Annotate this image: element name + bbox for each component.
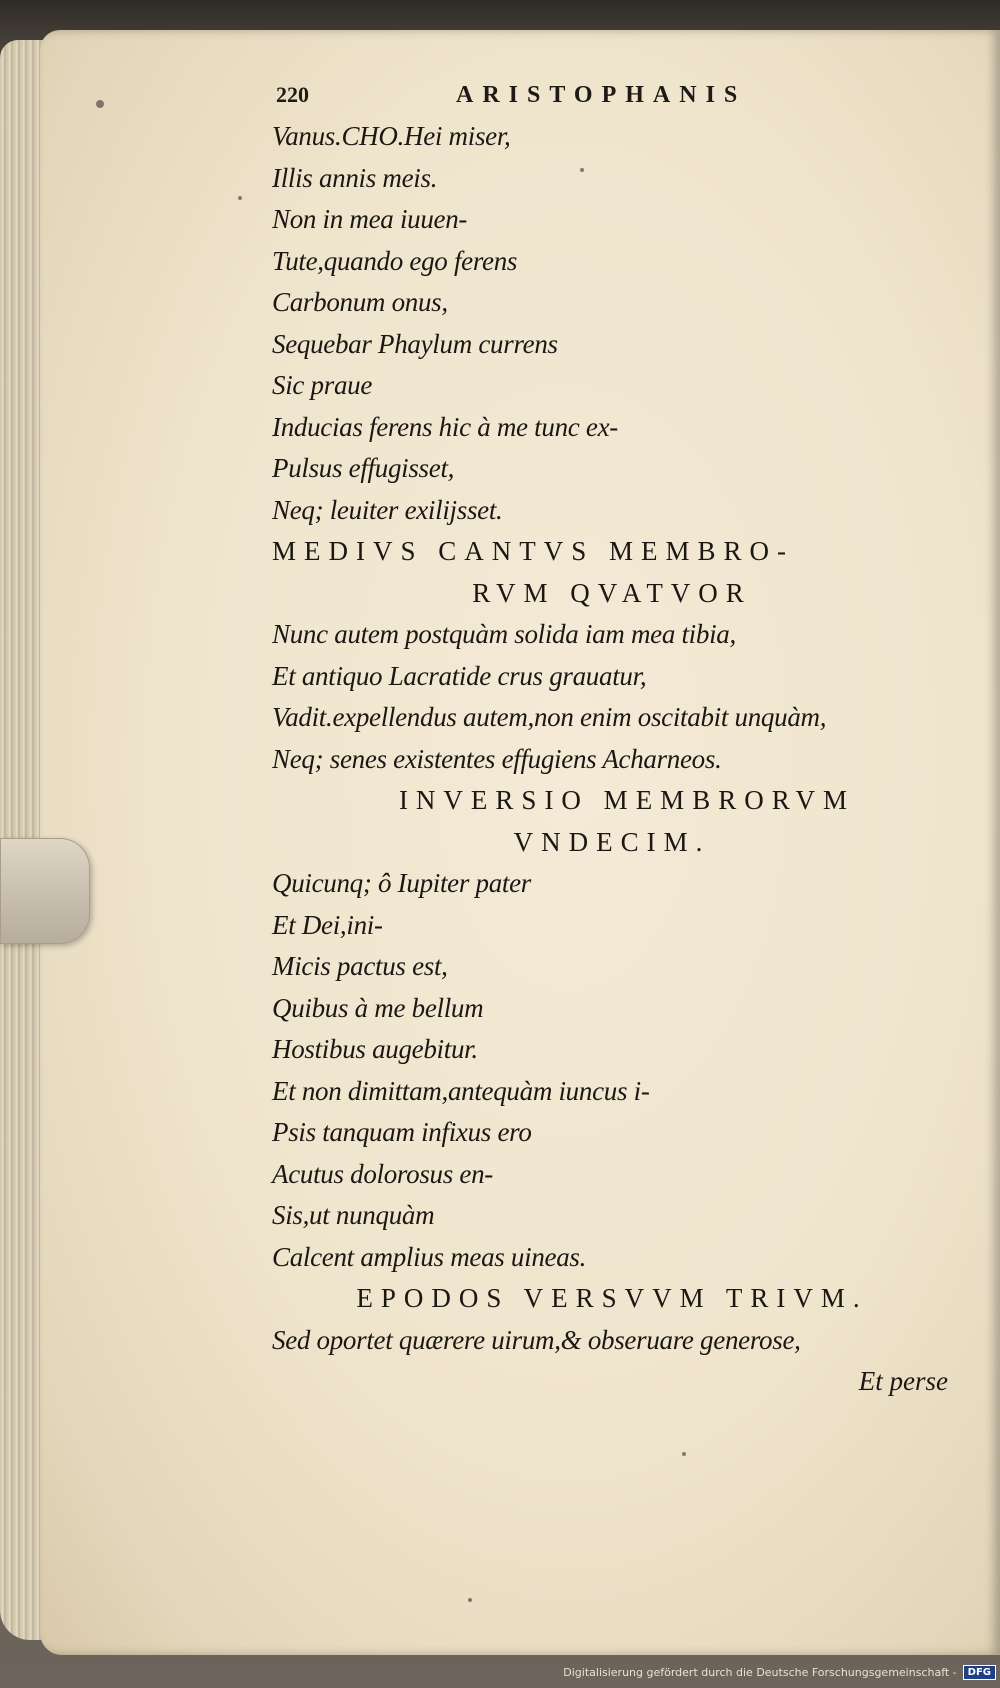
ink-speck bbox=[468, 1598, 472, 1602]
verse-line: Sis,ut nunquàm bbox=[272, 1200, 435, 1230]
verse-line: Quicunq; ô Iupiter pater bbox=[272, 868, 532, 898]
page-number: 220 bbox=[276, 82, 309, 107]
verse-line: Inducias ferens hic à me tunc ex- bbox=[272, 411, 618, 442]
verse-line: Sed oportet quærere uirum,& obseruare generose, bbox=[272, 1324, 801, 1355]
verse-line: Illis annis meis. bbox=[272, 162, 438, 193]
credit-text: Digitalisierung gefördert durch die Deutsche Forschungsgemeinschaft - bbox=[563, 1665, 957, 1679]
verse-line: Et antiquo Lacratide crus grauatur, bbox=[272, 660, 647, 691]
verse-line: Quibus à me bellum bbox=[272, 992, 484, 1023]
section-heading: RVM QVATVOR bbox=[472, 577, 752, 608]
section-heading: EPODOS VERSVVM TRIVM. bbox=[356, 1283, 868, 1313]
running-head bbox=[276, 82, 836, 114]
verse-line: Psis tanquam infixus ero bbox=[272, 1117, 532, 1147]
verse-line: Tute,quando ego ferens bbox=[272, 245, 518, 276]
verse-line: Acutus dolorosus en- bbox=[272, 1158, 493, 1189]
verse-line: Micis pactus est, bbox=[272, 951, 448, 981]
verse-line: Carbonum onus, bbox=[272, 287, 448, 317]
verse-line: Hostibus augebitur. bbox=[272, 1034, 478, 1064]
catchword: Et perse bbox=[858, 1366, 948, 1396]
ink-speck bbox=[238, 196, 242, 200]
section-heading: VNDECIM. bbox=[513, 826, 711, 857]
verse-line: Vadit.expellendus autem,non enim oscitabit unquàm, bbox=[272, 702, 827, 732]
verse-line: Nunc autem postquàm solida iam mea tibia, bbox=[272, 619, 736, 649]
verse-line: Et non dimittam,antequàm iuncus i- bbox=[272, 1075, 650, 1106]
verse-line: Calcent amplius meas uineas. bbox=[272, 1241, 587, 1272]
section-heading: MEDIVS CANTVS MEMBRO- bbox=[272, 536, 795, 566]
verse-line: Pulsus effugisset, bbox=[272, 453, 455, 483]
verse-line: Et Dei,ini- bbox=[272, 909, 383, 940]
verse-line: Non in mea iuuen- bbox=[272, 204, 468, 234]
section-heading: INVERSIO MEMBRORVM bbox=[398, 785, 856, 815]
verse-line: Neq; leuiter exilijsset. bbox=[272, 494, 503, 525]
running-title: ARISTOPHANIS bbox=[456, 82, 747, 108]
text-block bbox=[272, 116, 952, 1403]
ink-speck bbox=[96, 100, 104, 108]
dfg-logo: DFG bbox=[963, 1665, 996, 1680]
digitization-credit bbox=[563, 1662, 996, 1682]
ink-speck bbox=[682, 1452, 686, 1456]
verse-line: Vanus.CHO.Hei miser, bbox=[272, 121, 511, 151]
verse-line: Sic praue bbox=[272, 370, 373, 400]
verse-line: Sequebar Phaylum currens bbox=[272, 328, 558, 359]
bookmark-tab bbox=[0, 838, 90, 944]
verse-line: Neq; senes existentes effugiens Acharneos. bbox=[272, 743, 722, 774]
